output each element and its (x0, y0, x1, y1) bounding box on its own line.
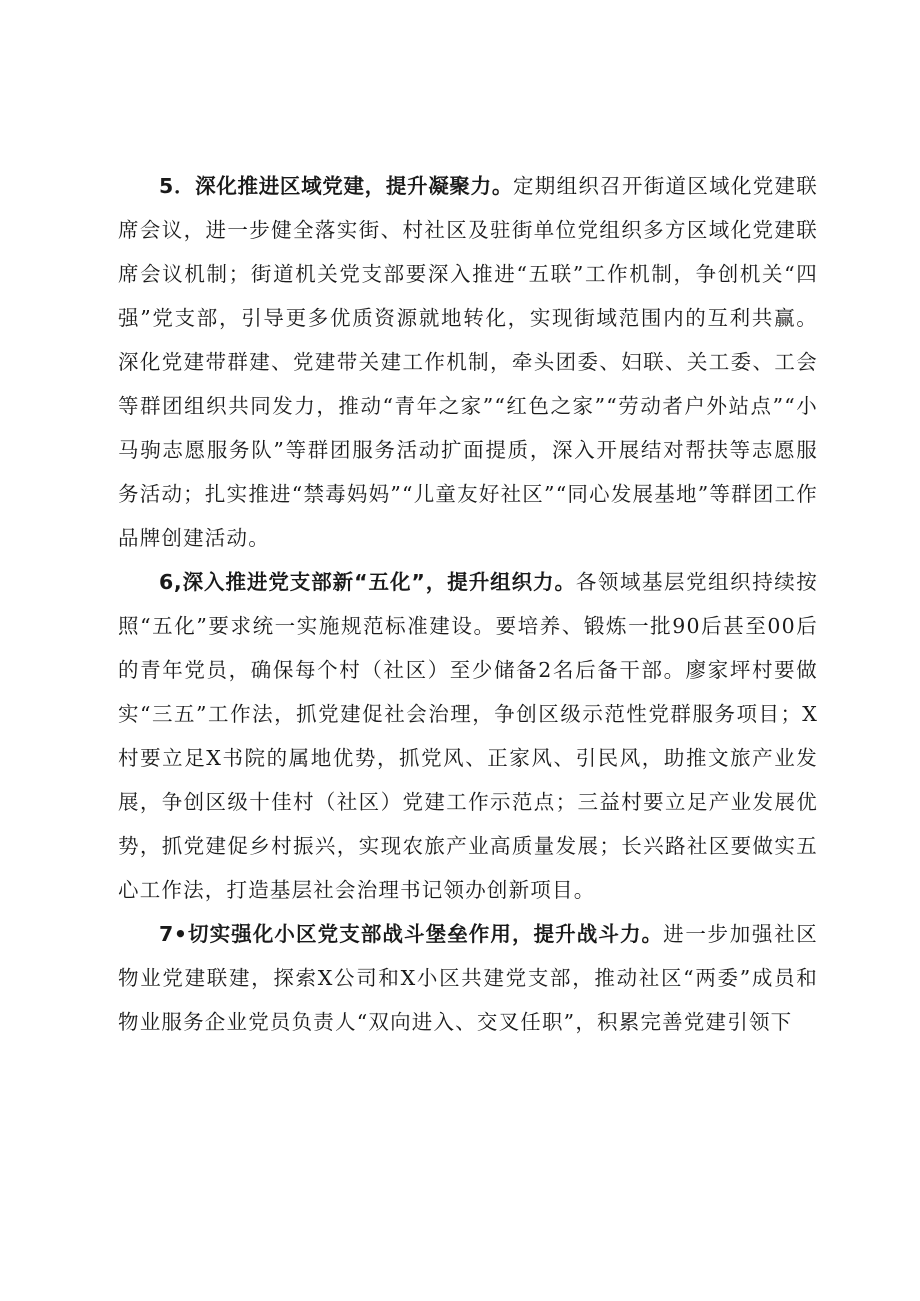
paragraph-5-text: 定期组织召开街道区域化党建联席会议，进一步健全落实街、村社区及驻街单位党组织多方区域化党建联席会议机制；街道机关党支部要深入推进“五联”工作机制，争创机关“四强”党支部，引导更多优质资源就地转化，实现街域范围内的互利共赢。深化党建带群建、党建带关建工作机制，牵头团委、妇联、关工委、工会等群团组织共同发力，推动“青年之家”“红色之家”“劳动者户外站点”“小马驹志愿服务队”等群团服务活动扩面提质，深入开展结对帮扶等志愿服务活动；扎实推进“禁毒妈妈”“儿童友好社区”“同心发展基地”等群团工作品牌创建活动。 (118, 174, 818, 550)
document-body (118, 164, 818, 1044)
paragraph-6-heading: 6,深入推进党支部新“五化”，提升组织力。 (159, 570, 576, 594)
paragraph-6-text: 各领域基层党组织持续按照“五化”要求统一实施规范标准建设。要培养、锻炼一批90后甚至00后的青年党员，确保每个村（社区）至少储备2名后备干部。廖家坪村要做实“三五”工作法，抓党建促社会治理，争创区级示范性党群服务项目；X村要立足X书院的属地优势，抓党风、正家风、引民风，助推文旅产业发展，争创区级十佳村（社区）党建工作示范点；三益村要立足产业发展优势，抓党建促乡村振兴，实现农旅产业高质量发展；长兴路社区要做实五心工作法，打造基层社会治理书记领办创新项目。 (118, 570, 818, 902)
paragraph-7 (118, 912, 818, 1044)
paragraph-7-text: 进一步加强社区物业党建联建，探索X公司和X小区共建党支部，推动社区“两委”成员和物业服务企业党员负责人“双向进入、交叉任职”，积累完善党建引领下 (118, 922, 819, 1034)
paragraph-5-heading: 5．深化推进区域党建，提升凝聚力。 (159, 174, 514, 198)
paragraph-6 (118, 560, 818, 912)
paragraph-7-heading: 7•切实强化小区党支部战斗堡垒作用，提升战斗力。 (159, 922, 664, 946)
paragraph-5 (118, 164, 818, 560)
